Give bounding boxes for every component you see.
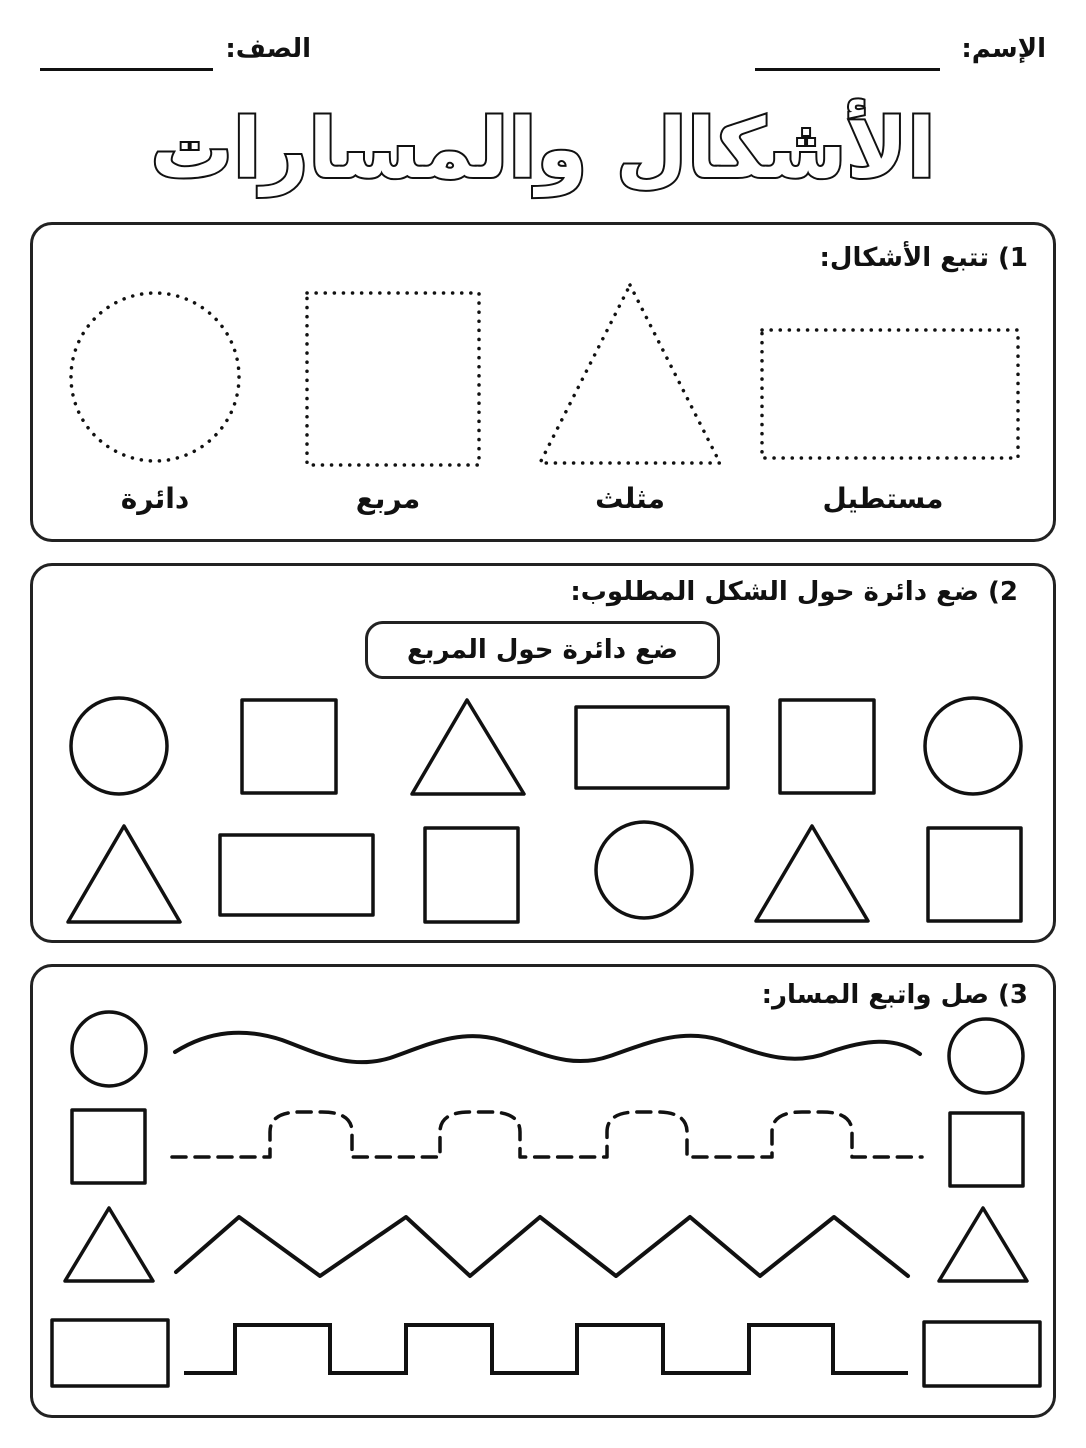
section1-heading: 1) تتبع الأشكال: [819, 243, 1028, 273]
row1-circle-b[interactable] [925, 698, 1021, 794]
row2-circle[interactable] [596, 822, 692, 918]
dashed-bump-path[interactable] [172, 1112, 922, 1157]
path1-end-circle [949, 1019, 1023, 1093]
path3-start-triangle [65, 1208, 153, 1281]
dotted-rectangle[interactable] [762, 330, 1018, 458]
instruction-pill: ضع دائرة حول المربع [365, 621, 720, 679]
row1-triangle[interactable] [412, 700, 524, 794]
name-label: الإسم: [961, 34, 1046, 64]
label-square: مربع [355, 482, 421, 515]
row1-square-a[interactable] [242, 700, 336, 793]
row1-circle-a[interactable] [71, 698, 167, 794]
dotted-triangle[interactable] [540, 285, 720, 463]
page-title: الأشكال والمسارات [150, 102, 936, 197]
dotted-circle[interactable] [71, 293, 239, 461]
row2-triangle-b[interactable] [756, 826, 868, 921]
path1-start-circle [72, 1012, 146, 1086]
section2-heading: 2) ضع دائرة حول الشكل المطلوب: [570, 577, 1018, 607]
label-circle: دائرة [120, 482, 190, 515]
class-label: الصف: [225, 34, 311, 64]
zigzag-path[interactable] [176, 1217, 908, 1276]
row2-square-a[interactable] [425, 828, 518, 922]
row2-triangle-a[interactable] [68, 826, 180, 922]
path2-start-square [72, 1110, 145, 1183]
row2-rectangle[interactable] [220, 835, 373, 915]
wavy-path[interactable] [175, 1033, 920, 1063]
row2-square-b[interactable] [928, 828, 1021, 921]
row1-square-b[interactable] [780, 700, 874, 793]
row1-rectangle[interactable] [576, 707, 728, 788]
square-wave-path[interactable] [186, 1325, 906, 1373]
path3-end-triangle [939, 1208, 1027, 1281]
path4-end-rectangle [924, 1322, 1040, 1386]
path4-start-rectangle [52, 1320, 168, 1386]
label-triangle: مثلث [595, 482, 665, 515]
dotted-square[interactable] [307, 293, 479, 465]
section3-heading: 3) صل واتبع المسار: [761, 980, 1028, 1010]
label-rectangle: مستطيل [822, 482, 944, 515]
path2-end-square [950, 1113, 1023, 1186]
